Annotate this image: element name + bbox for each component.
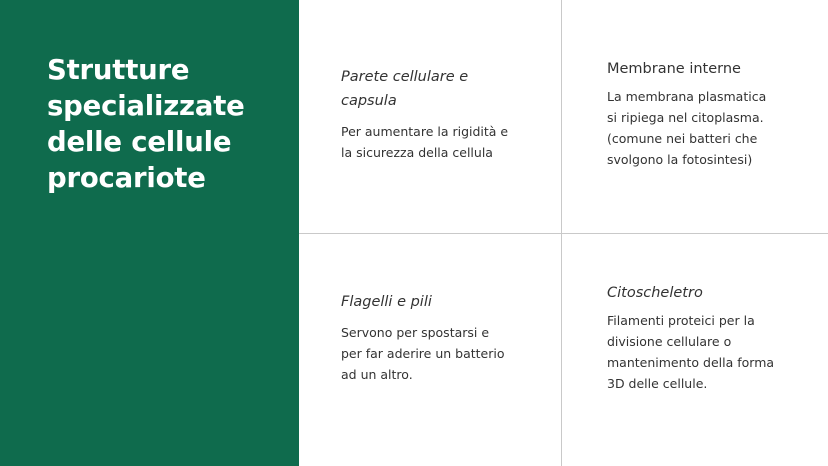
card-body	[607, 86, 812, 170]
card-heading	[341, 65, 541, 113]
card-body-line: per far aderire un batterio	[341, 346, 505, 361]
card-heading-line: Parete cellulare e	[341, 69, 469, 85]
card-body-line: La membrana plasmatica	[607, 89, 767, 104]
card-heading	[341, 290, 541, 314]
card-body	[607, 310, 812, 394]
card-cell-wall	[341, 65, 541, 163]
card-heading-line: Citoscheletro	[607, 285, 703, 301]
card-body-line: Servono per spostarsi e	[341, 325, 490, 340]
card-body-line: 3D delle cellule.	[607, 376, 708, 391]
card-body-line: ad un altro.	[341, 367, 413, 382]
slide-title	[47, 52, 287, 196]
title-panel	[0, 0, 299, 466]
card-body	[341, 121, 541, 163]
card-internal-membranes	[607, 57, 812, 170]
card-body-line: divisione cellulare o	[607, 334, 732, 349]
card-heading-line: Flagelli e pili	[341, 294, 432, 310]
slide-title-line: Strutture	[47, 54, 190, 86]
horizontal-divider	[299, 233, 828, 234]
card-body-line: mantenimento della forma	[607, 355, 775, 370]
card-body-line: (comune nei batteri che	[607, 131, 758, 146]
card-flagella-pili	[341, 290, 541, 385]
card-body-line: svolgono la fotosintesi)	[607, 152, 753, 167]
card-body-line: si ripiega nel citoplasma.	[607, 110, 764, 125]
card-cytoskeleton	[607, 281, 812, 394]
slide-title-line: procariote	[47, 162, 206, 194]
card-body	[341, 322, 541, 385]
card-heading-line: capsula	[341, 93, 397, 109]
card-body-line: Per aumentare la rigidità e	[341, 124, 509, 139]
card-heading-line: Membrane interne	[607, 61, 741, 77]
card-body-line: Filamenti proteici per la	[607, 313, 755, 328]
slide-title-line: delle cellule	[47, 126, 232, 158]
card-heading	[607, 57, 812, 81]
card-body-line: la sicurezza della cellula	[341, 145, 493, 160]
card-heading	[607, 281, 812, 305]
slide-title-line: specializzate	[47, 90, 245, 122]
